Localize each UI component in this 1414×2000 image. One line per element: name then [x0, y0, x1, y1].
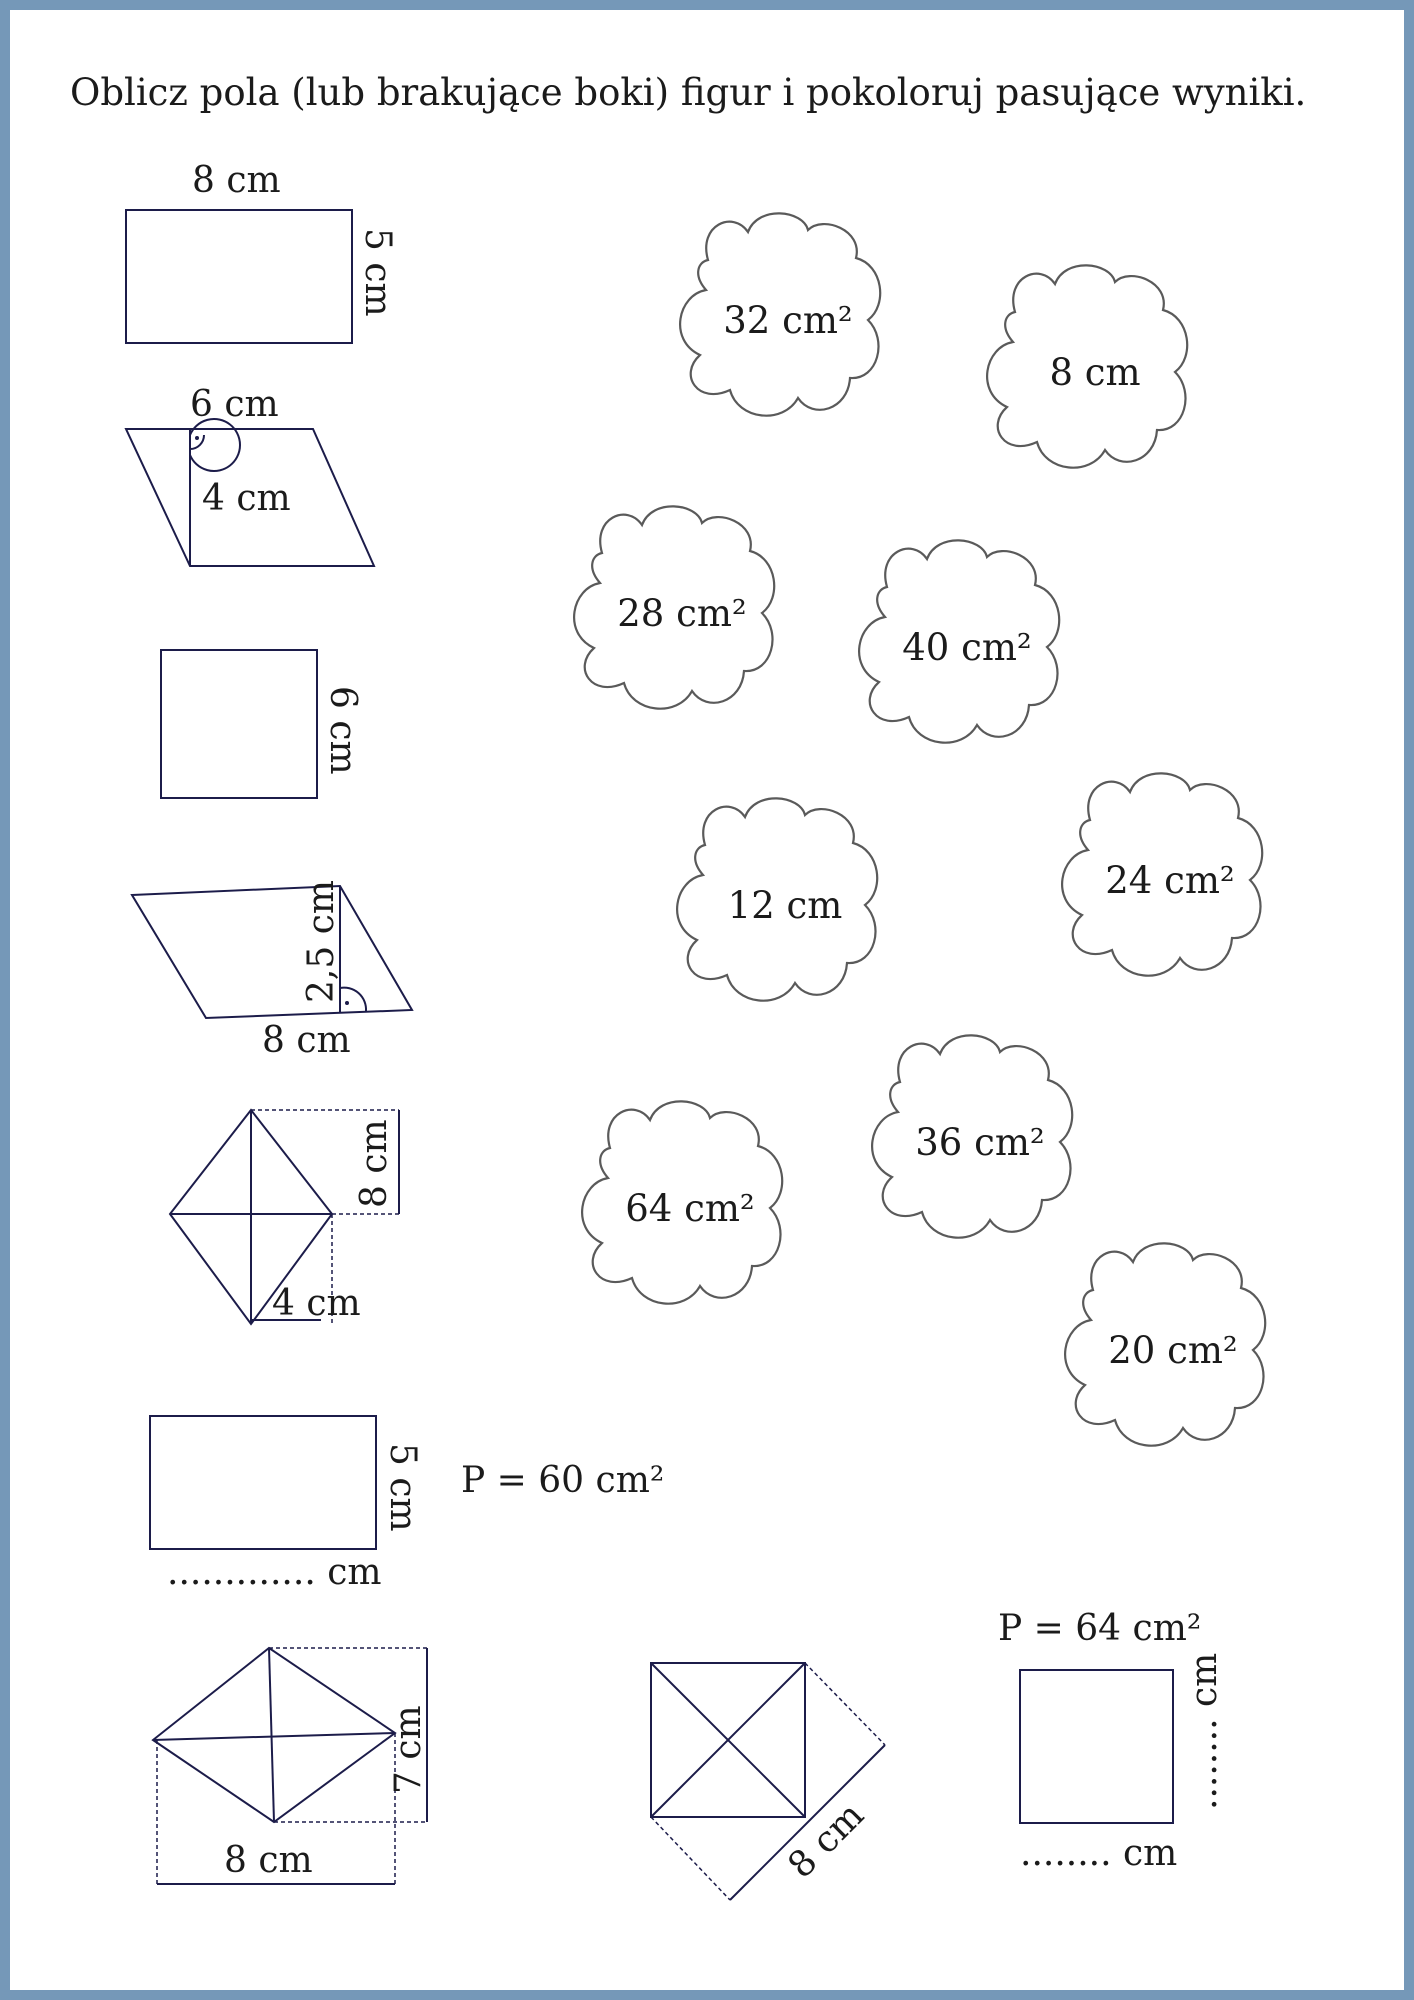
- cloud-label: 24 cm²: [1105, 859, 1235, 902]
- answer-cloud[interactable]: [677, 798, 877, 1000]
- square1-side-label: 6 cm: [322, 686, 363, 775]
- cloud-label: 36 cm²: [915, 1121, 1045, 1164]
- answer-cloud[interactable]: [859, 540, 1059, 742]
- rhombus-base-label: 8 cm: [224, 1840, 313, 1881]
- instruction-text: Oblicz pola (lub brakujące boki) figur i pokoloruj pasujące wyniki.: [70, 71, 1307, 114]
- kite-base-label: 4 cm: [272, 1283, 361, 1324]
- cloud-label: 40 cm²: [902, 626, 1032, 669]
- worksheet-canvas: [10, 10, 1404, 1990]
- answer-cloud[interactable]: [1065, 1243, 1265, 1445]
- para1-top-label: 6 cm: [190, 384, 279, 425]
- parallelogram-figure-2: [132, 880, 412, 1061]
- answer-cloud[interactable]: [987, 265, 1187, 467]
- right-angle-dot: [195, 436, 199, 440]
- rect2-bottom-blank: ............. cm: [167, 1552, 382, 1593]
- rectangle-figure-2: [150, 1416, 664, 1593]
- kite-height-label: 8 cm: [354, 1119, 395, 1208]
- cloud-label: 28 cm²: [617, 592, 747, 635]
- answer-cloud[interactable]: [582, 1101, 782, 1303]
- cloud-label: 64 cm²: [625, 1187, 755, 1230]
- para2-base-label: 8 cm: [262, 1020, 351, 1061]
- para2-height-label: 2,5 cm: [301, 880, 342, 1003]
- square2-bottom-blank: ........ cm: [1020, 1833, 1178, 1874]
- kite-figure: [170, 1110, 399, 1326]
- answer-cloud[interactable]: [1062, 773, 1262, 975]
- cloud-label: 20 cm²: [1108, 1329, 1238, 1372]
- square-figure-2: [998, 1608, 1225, 1874]
- cloud-label: 32 cm²: [723, 299, 853, 342]
- parallelogram-figure-1: [126, 384, 374, 566]
- rect2-side-label: 5 cm: [382, 1443, 423, 1532]
- answer-cloud[interactable]: [872, 1035, 1072, 1237]
- rhombus-height-label: 7 cm: [388, 1705, 429, 1794]
- square-figure-1: [161, 650, 363, 798]
- cloud-label: 8 cm: [1049, 351, 1141, 394]
- square2-side-blank: ........ cm: [1184, 1652, 1225, 1810]
- answer-cloud[interactable]: [680, 213, 880, 415]
- para1-height-label: 4 cm: [202, 478, 291, 519]
- square-diagonal-figure: [651, 1663, 885, 1900]
- right-angle-dot: [345, 1001, 349, 1005]
- rect1-side-label: 5 cm: [357, 228, 398, 317]
- answer-cloud[interactable]: [574, 506, 774, 708]
- rhombus-figure: [153, 1648, 429, 1884]
- rect1-top-label: 8 cm: [192, 160, 281, 201]
- square-diagonal-label: 8 cm: [780, 1794, 873, 1887]
- square2-area-label: P = 64 cm²: [998, 1608, 1202, 1649]
- rect2-area-label: P = 60 cm²: [461, 1460, 665, 1501]
- cloud-label: 12 cm: [727, 884, 843, 927]
- rectangle-figure-1: [126, 160, 398, 343]
